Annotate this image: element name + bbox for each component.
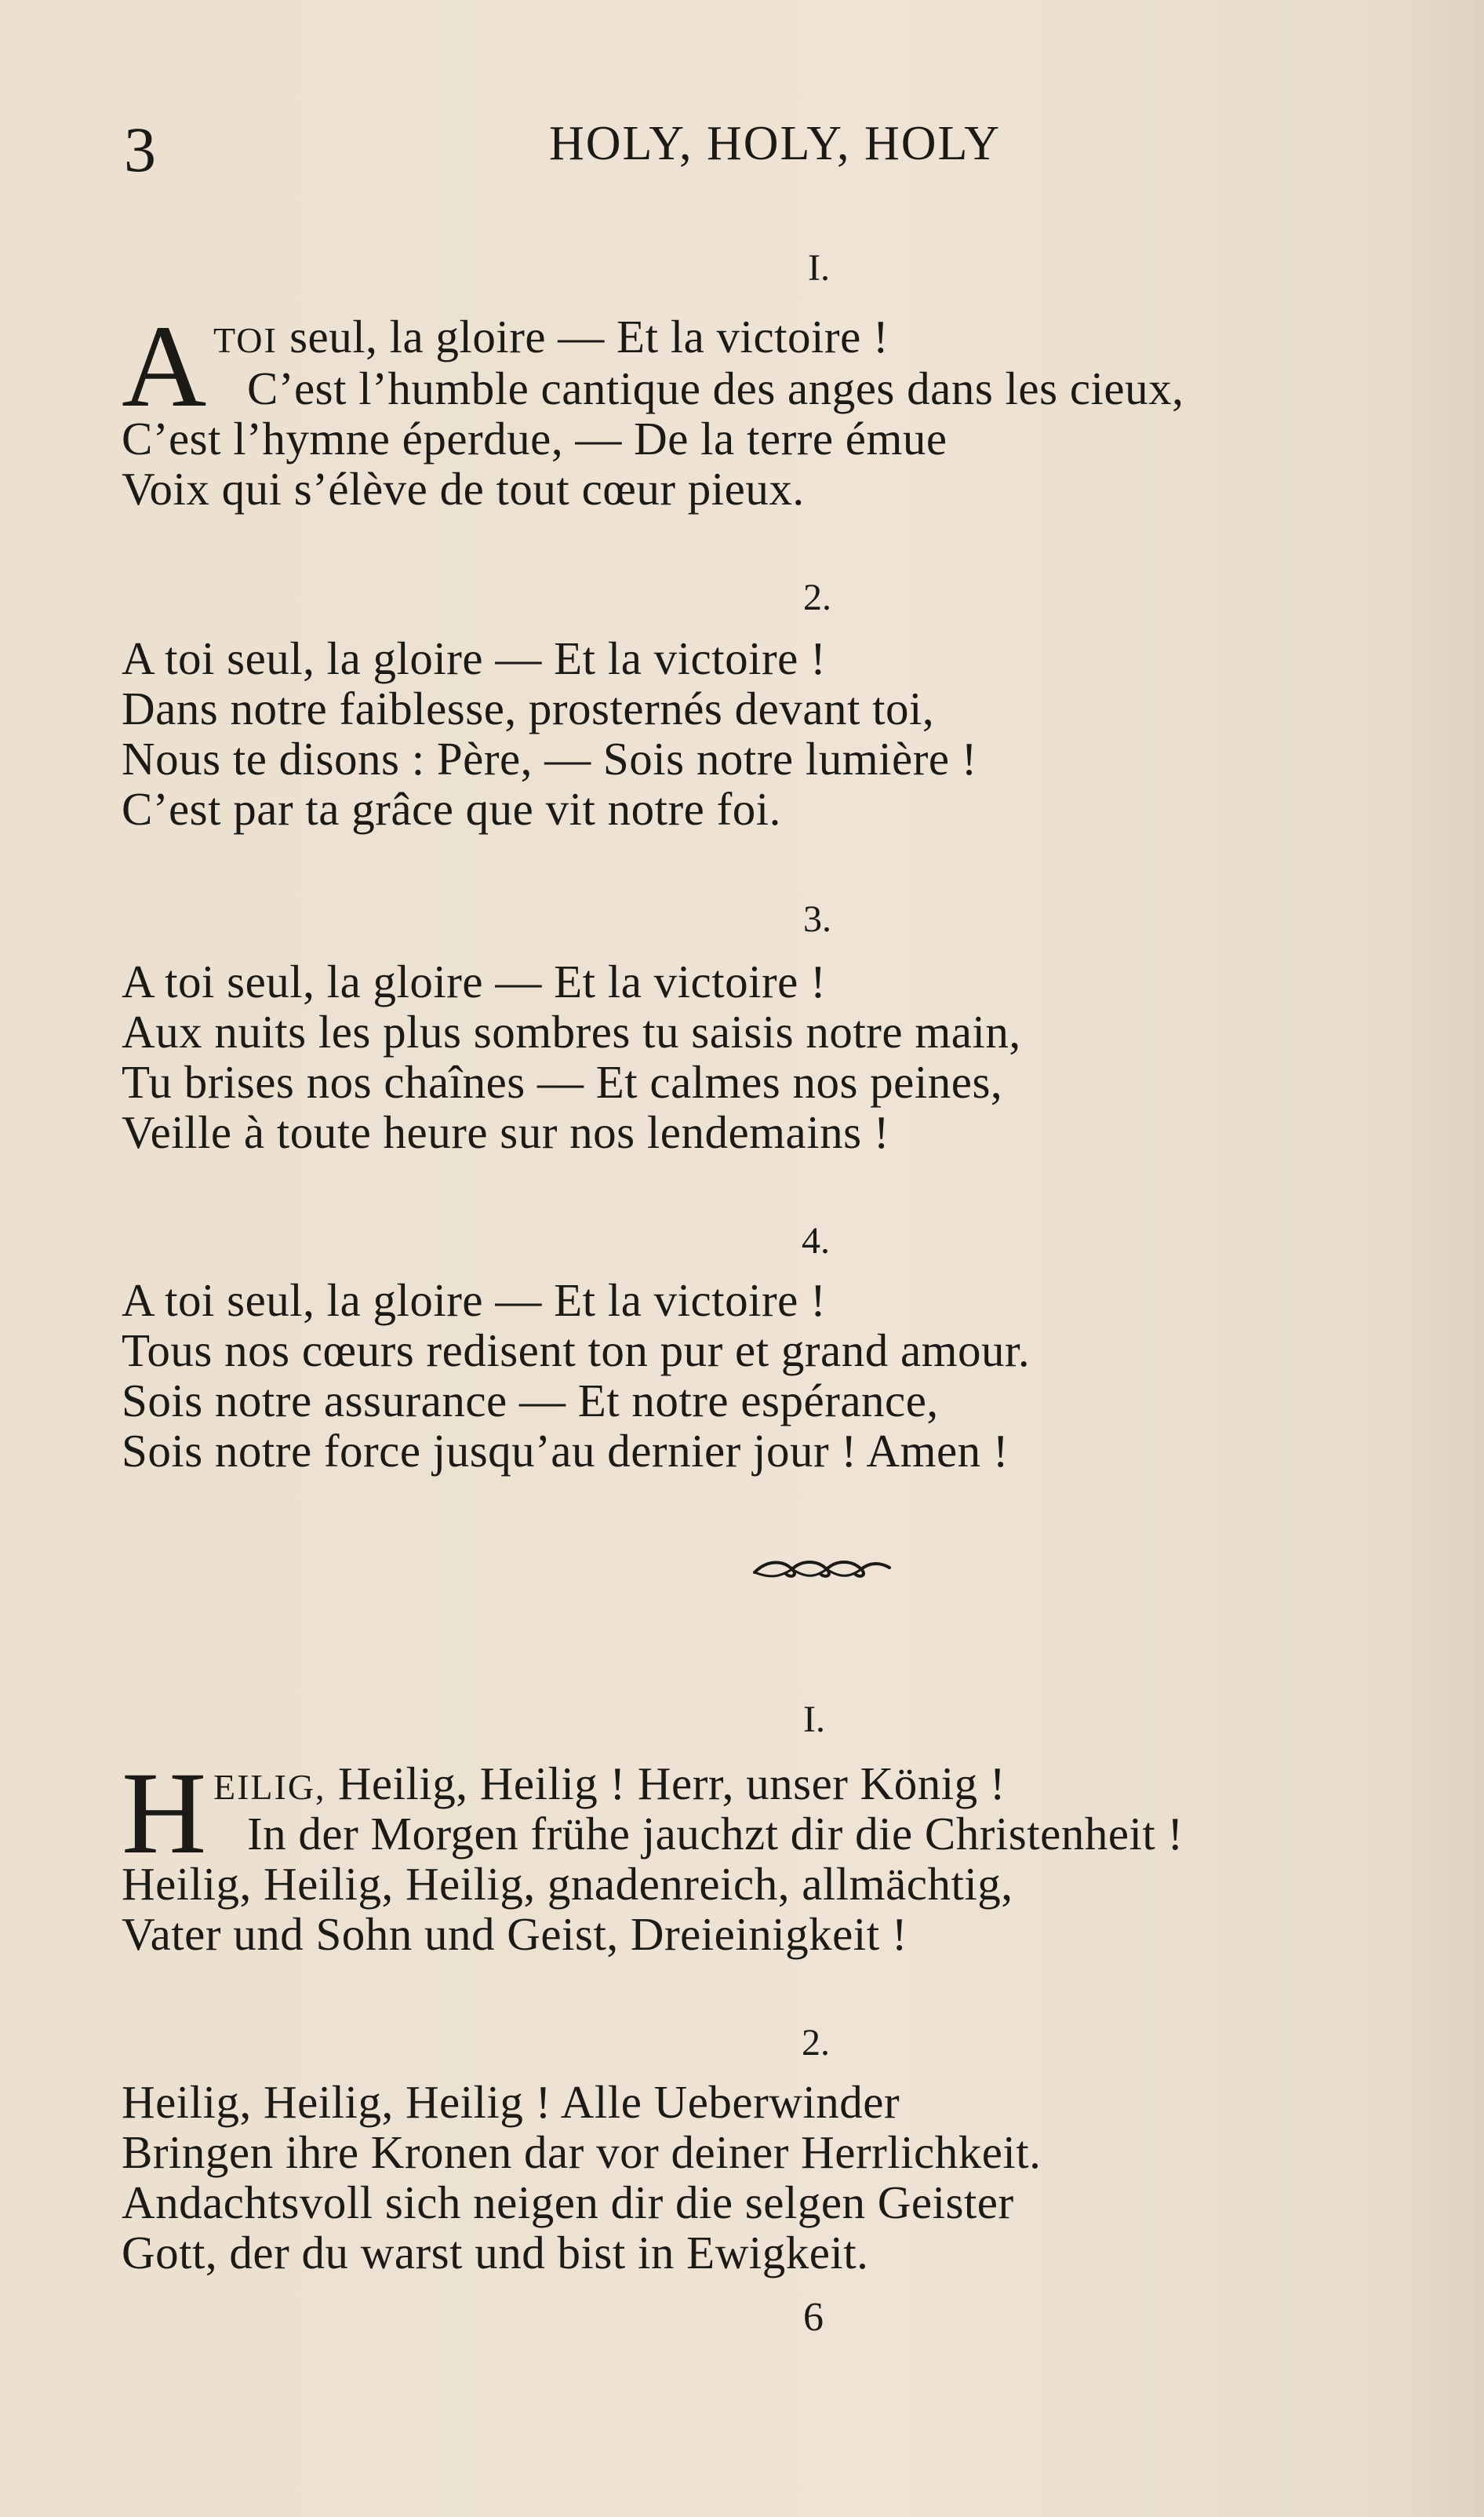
verse-line: Sois notre force jusqu’au dernier jour ! Amen ! <box>122 1425 1009 1477</box>
verse-line: Aux nuits les plus sombres tu saisis notre main, <box>122 1006 1021 1058</box>
small-caps-word: TOI <box>213 320 278 360</box>
stanza-number: 2. <box>803 577 831 618</box>
verse-line: A toi seul, la gloire — Et la victoire ! <box>122 1274 827 1326</box>
small-caps-word: EILIG, <box>213 1767 326 1807</box>
hymn-number: 3 <box>124 114 156 185</box>
stanza-number: 2. <box>802 2022 830 2064</box>
drop-cap: H <box>122 1748 207 1878</box>
verse-line: C’est l’humble cantique des anges dans les cieux, <box>247 362 1184 414</box>
verse-line: Veille à toute heure sur nos lendemains ! <box>122 1106 889 1158</box>
verse-line: A toi seul, la gloire — Et la victoire ! <box>122 956 827 1007</box>
verse-line: Tu brises nos chaînes — Et calmes nos peines, <box>122 1056 1003 1108</box>
hymn-title: HOLY, HOLY, HOLY <box>549 117 1001 170</box>
stanza-number: 4. <box>802 1220 830 1262</box>
stanza-number: I. <box>808 247 830 289</box>
verse-line: Sois notre assurance — Et notre espérance, <box>122 1375 939 1426</box>
verse-line: Bringen ihre Kronen dar vor deiner Herrlichkeit. <box>122 2126 1042 2178</box>
verse-line: C’est par ta grâce que vit notre foi. <box>122 783 781 835</box>
verse-line: Gott, der du warst und bist in Ewigkeit. <box>122 2227 869 2278</box>
page-number: 6 <box>803 2295 824 2340</box>
verse-line: Voix qui s’élève de tout cœur pieux. <box>122 463 805 515</box>
verse-line <box>213 311 889 362</box>
verse-line: In der Morgen frühe jauchzt dir die Christenheit ! <box>247 1808 1184 1860</box>
verse-line: Heilig, Heilig, Heilig ! Alle Ueberwinder <box>122 2076 900 2128</box>
stanza-number: 3. <box>803 898 831 940</box>
verse-line: Andachtsvoll sich neigen dir die selgen Geister <box>122 2176 1014 2228</box>
verse-line: Nous te disons : Père, — Sois notre lumière ! <box>122 733 977 785</box>
ornament-icon <box>751 1554 893 1585</box>
verse-line: Vater und Sohn und Geist, Dreieinigkeit ! <box>122 1908 908 1960</box>
verse-line: A toi seul, la gloire — Et la victoire ! <box>122 632 827 684</box>
stanza-number: I. <box>803 1699 825 1740</box>
verse-line: Heilig, Heilig, Heilig, gnadenreich, allmächtig, <box>122 1858 1013 1910</box>
verse-line: Tous nos cœurs redisent ton pur et grand amour. <box>122 1324 1031 1376</box>
verse-line <box>213 1758 1006 1809</box>
drop-cap: A <box>122 301 207 432</box>
verse-line: C’est l’hymne éperdue, — De la terre émue <box>122 413 948 464</box>
verse-line-text: Heilig, Heilig ! Herr, unser König ! <box>326 1758 1006 1809</box>
verse-line-text: seul, la gloire — Et la victoire ! <box>277 311 889 362</box>
verse-line: Dans notre faiblesse, prosternés devant toi, <box>122 683 935 734</box>
